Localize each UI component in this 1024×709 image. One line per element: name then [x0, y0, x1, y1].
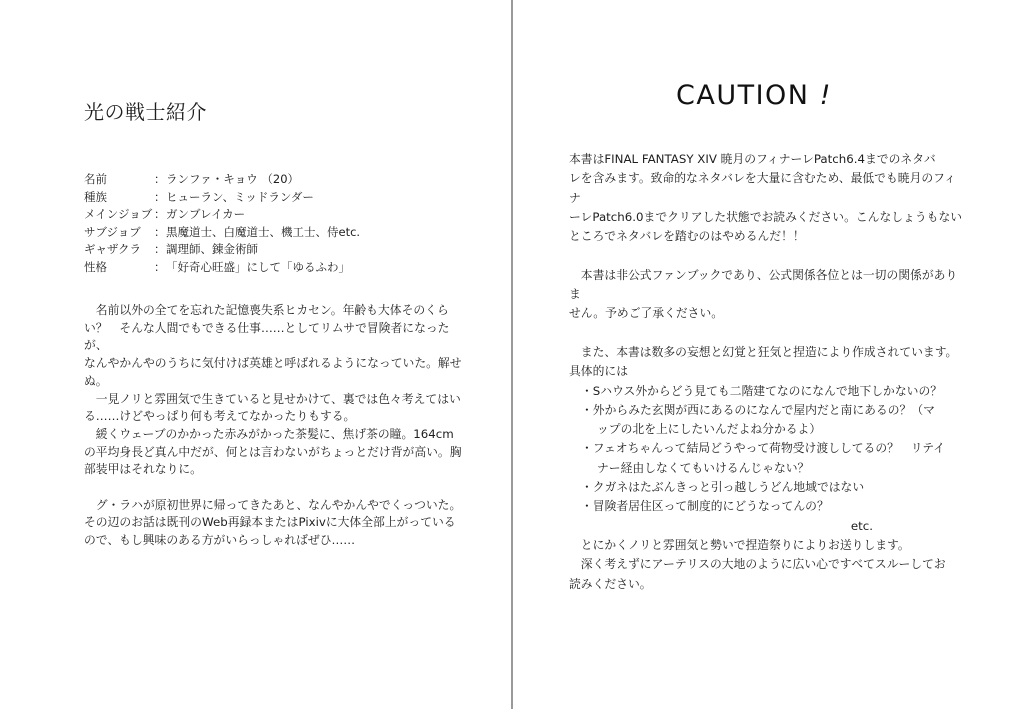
- profile-row: [84, 171, 360, 189]
- profile-key: 名前: [84, 172, 107, 186]
- profile-row: [84, 224, 360, 242]
- caution-body: [569, 150, 963, 594]
- profile-key: 種族: [84, 189, 107, 204]
- fabrication-notice-line: 具体的には: [569, 364, 628, 379]
- intro-line: 部装甲はそれなりに。: [84, 462, 202, 477]
- intro-line: その辺のお話は既刊のWeb再録本またはPixivに大体全部上がっている: [84, 515, 456, 530]
- profile-key: メインジョブ: [84, 207, 153, 222]
- bullet-item: ・外からみた玄関が西にあるのになんで屋内だと南にあるの？（マ: [581, 402, 935, 417]
- intro-line: の平均身長ど真ん中だが、何とは言わないがちょっとだけ背が高い。胸: [84, 444, 462, 459]
- left-page: [0, 0, 511, 709]
- unofficial-notice-line: 本書は非公式ファンブックであり、公式関係各位とは一切の関係がありま: [569, 267, 958, 302]
- profile-row: [84, 206, 360, 224]
- profile-separator: ：: [154, 189, 166, 204]
- profile-value: 調理師、錬金術師: [166, 242, 258, 257]
- profile-row: [84, 241, 360, 259]
- blank-line: [569, 246, 963, 265]
- profile-separator: ：: [154, 242, 166, 257]
- profile-value: 黒魔道士、白魔道士、機工士、侍etc.: [166, 224, 361, 239]
- profile-table: [84, 171, 360, 277]
- profile-value: 「好奇心旺盛」にして「ゆるふわ」: [166, 259, 350, 274]
- unofficial-notice-line: せん。予めご了承ください。: [569, 306, 724, 321]
- closing-line: とにかくノリと雰囲気と勢いで捏造祭りによりお送りします。: [569, 537, 910, 552]
- caution-title: CAUTION: [676, 80, 810, 111]
- profile-value: ランファ・キョウ （20）: [166, 172, 300, 186]
- intro-line: ぬ。: [84, 373, 108, 388]
- bullet-item: ・クガネはたぶんきっと引っ越しうどん地域ではない: [581, 480, 865, 495]
- bullet-item: ・フェオちゃんって結局どうやって荷物受け渡ししてるの？ リテイ: [581, 441, 946, 456]
- profile-value: ガンブレイカー: [166, 207, 246, 222]
- spoiler-warning-line: レを含みます。致命的なネタバレを大量に含むため、最低でも暁月のフィナ: [569, 171, 956, 205]
- profile-separator: ：: [154, 224, 166, 239]
- closing-line: 深く考えずにアーテリスの大地のように広い心ですべてスルーしてお: [569, 557, 946, 572]
- profile-separator: ：: [154, 207, 166, 222]
- closing-line: 読みください。: [569, 576, 652, 591]
- profile-separator: ：: [154, 172, 166, 186]
- right-page: [513, 0, 1024, 709]
- profile-value: ヒューラン、ミッドランダー: [166, 189, 314, 204]
- profile-separator: ：: [154, 259, 166, 274]
- intro-line: グ・ラハが原初世界に帰ってきたあと、なんやかんやでくっついた。: [84, 497, 462, 512]
- page-title: 光の戦士紹介: [84, 100, 207, 124]
- profile-key: サブジョブ: [84, 224, 141, 239]
- fabrication-notice-line: また、本書は数多の妄想と幻覚と狂気と捏造により作成されています。: [569, 344, 958, 359]
- intro-line: なんやかんやのうちに気付けば英雄と呼ばれるようになっていた。解せ: [84, 356, 462, 371]
- intro-line: 名前以外の全てを忘れた記憶喪失系ヒカセン。年齢も大体そのくら: [84, 303, 449, 317]
- profile-row: [84, 189, 360, 207]
- bullet-item: ・Sハウス外からどう見ても二階建てなのになんで地下しかないの？: [581, 383, 943, 398]
- profile-row: [84, 259, 360, 277]
- spoiler-warning-line: 本書はFINAL FANTASY XIV 暁月のフィナーレPatch6.4までのネタバ: [569, 152, 936, 166]
- exclamation-mark: !: [819, 80, 832, 111]
- intro-line: い？ そんな人間でもできる仕事……としてリムサで冒険者になったが、: [84, 320, 450, 353]
- blank-line: [84, 479, 464, 497]
- blank-line: [569, 324, 963, 343]
- profile-key: ギャザクラ: [84, 242, 142, 257]
- intro-line: 一見ノリと雰囲気で生きていると見せかけて、裏では色々考えてはい: [84, 391, 461, 406]
- profile-key: 性格: [84, 259, 107, 274]
- bullet-item-continuation: ップの北を上にしたいんだよね分かるよ）: [597, 422, 822, 437]
- etc-text: etc.: [850, 518, 873, 533]
- bullet-item: ・冒険者居住区って制度的にどうなってんの？: [581, 499, 829, 514]
- intro-line: ので、もし興味のある方がいらっしゃればぜひ……: [84, 533, 356, 548]
- spoiler-warning-line: ところでネタバレを踏むのはやめるんだ！！: [569, 229, 805, 244]
- intro-line: る……けどやっぱり何も考えてなかったりもする。: [84, 409, 356, 424]
- intro-line: 緩くウェーブのかかった赤みがかった茶髪に、焦げ茶の瞳。164cm: [84, 426, 454, 441]
- bullet-item-continuation: ナー経由しなくてもいけるんじゃない？: [597, 460, 810, 475]
- caution-heading: [676, 80, 832, 111]
- spoiler-warning-line: ーレPatch6.0までクリアした状態でお読みください。こんなしょうもない: [569, 209, 963, 224]
- character-introduction: [84, 302, 464, 550]
